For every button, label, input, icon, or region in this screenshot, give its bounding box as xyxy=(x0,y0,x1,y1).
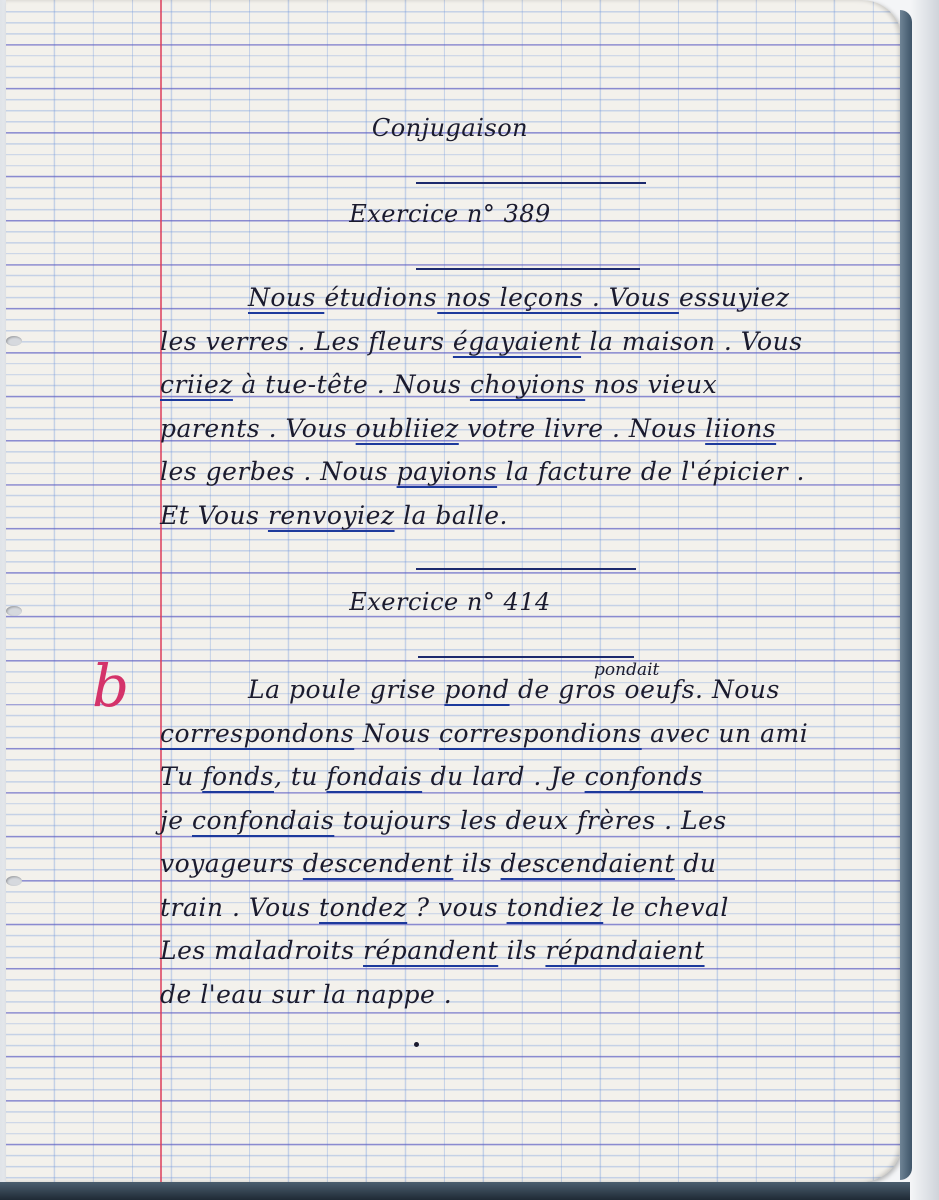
text-segment: la facture de l'épicier . xyxy=(497,457,805,486)
ink-dot xyxy=(414,1042,419,1047)
text-segment: La poule grise xyxy=(248,675,445,704)
text-line xyxy=(160,719,808,748)
text-line xyxy=(160,414,776,443)
underlined-verb: correspondions xyxy=(439,718,642,748)
text-segment: du xyxy=(674,849,717,878)
text-segment: Et Vous xyxy=(160,500,268,530)
title-rule xyxy=(416,182,646,184)
text-segment: de gros oeufs. Nous xyxy=(509,675,780,704)
underlined-verb: fonds xyxy=(202,762,274,791)
underlined-verb: liions xyxy=(705,413,777,443)
underlined-verb: choyions xyxy=(469,370,586,399)
text-line xyxy=(160,980,452,1009)
underlined-verb: tondiez xyxy=(506,892,604,922)
notebook-cover-edge xyxy=(900,10,912,1180)
text-segment: Tu xyxy=(160,762,203,791)
underlined-verb: pond xyxy=(444,675,510,704)
underlined-verb: tondez xyxy=(319,892,408,922)
text-segment: avec un ami xyxy=(641,718,809,748)
text-segment: train . Vous xyxy=(160,892,320,922)
underlined-verb: confondais xyxy=(192,805,335,835)
underlined-verb: répandent xyxy=(363,936,499,965)
page-title: Conjugaison xyxy=(371,114,529,142)
exercise2-rule xyxy=(418,656,634,658)
exercise1-heading: Exercice n° 389 xyxy=(349,200,551,228)
text-segment: ils xyxy=(498,936,546,965)
underlined-verb: égayaient xyxy=(452,326,582,356)
underlined-verb: Nous xyxy=(248,283,325,312)
text-line xyxy=(160,806,727,835)
text-segment: toujours les deux frères . Les xyxy=(334,805,727,835)
text-segment: étudions xyxy=(324,283,438,312)
text-segment: , tu xyxy=(273,762,327,791)
text-line xyxy=(160,893,729,922)
underlined-verb: oubliiez xyxy=(355,413,459,443)
exercise2-heading: Exercice n° 414 xyxy=(349,588,551,616)
underlined-verb: payions xyxy=(396,457,498,486)
text-line xyxy=(160,370,717,399)
text-line xyxy=(160,936,705,965)
text-segment: voyageurs xyxy=(160,849,303,878)
underlined-verb: correspondons xyxy=(160,718,355,748)
text-segment: le cheval xyxy=(603,892,729,922)
underlined-verb: répandaient xyxy=(545,936,705,965)
text-segment: votre livre . Nous xyxy=(458,413,706,443)
text-line xyxy=(248,675,780,704)
text-line xyxy=(160,327,803,356)
text-segment: ? vous xyxy=(407,892,507,922)
underlined-verb: renvoyiez xyxy=(267,500,395,530)
underlined-verb: descendaient xyxy=(500,849,675,878)
text-line xyxy=(160,762,703,791)
text-line xyxy=(160,457,805,486)
text-line xyxy=(160,849,716,878)
binding-hole xyxy=(6,876,22,886)
underlined-verb: fondais xyxy=(326,762,423,791)
text-segment: la balle. xyxy=(394,500,508,530)
underlined-verb: criiez xyxy=(160,370,233,399)
text-segment: de l'eau sur la nappe . xyxy=(160,979,453,1009)
text-segment: les verres . Les fleurs xyxy=(160,326,453,356)
correction-insertion: pondait xyxy=(594,660,660,680)
binding-hole xyxy=(6,336,22,346)
text-segment: essuyiez xyxy=(678,283,790,312)
notebook-bottom-edge xyxy=(0,1182,910,1200)
text-segment: la maison . Vous xyxy=(581,326,803,356)
text-segment: du lard . Je xyxy=(422,762,585,791)
exercise1-end-rule xyxy=(416,568,636,570)
text-segment: je xyxy=(160,805,192,835)
text-segment: Nous xyxy=(354,718,439,748)
text-line xyxy=(160,501,508,530)
text-segment: Les maladroits xyxy=(160,936,364,965)
grade-mark: b xyxy=(92,652,130,720)
text-segment: parents . Vous xyxy=(160,413,356,443)
text-line xyxy=(248,283,790,312)
underlined-verb: confonds xyxy=(584,762,703,791)
underlined-verb: nos leçons . Vous xyxy=(437,283,679,312)
text-segment: ils xyxy=(453,849,501,878)
text-segment: à tue-tête . Nous xyxy=(232,370,470,399)
text-segment: nos vieux xyxy=(585,370,718,399)
exercise1-rule xyxy=(416,268,640,270)
text-segment: les gerbes . Nous xyxy=(160,457,397,486)
underlined-verb: descendent xyxy=(302,849,454,878)
